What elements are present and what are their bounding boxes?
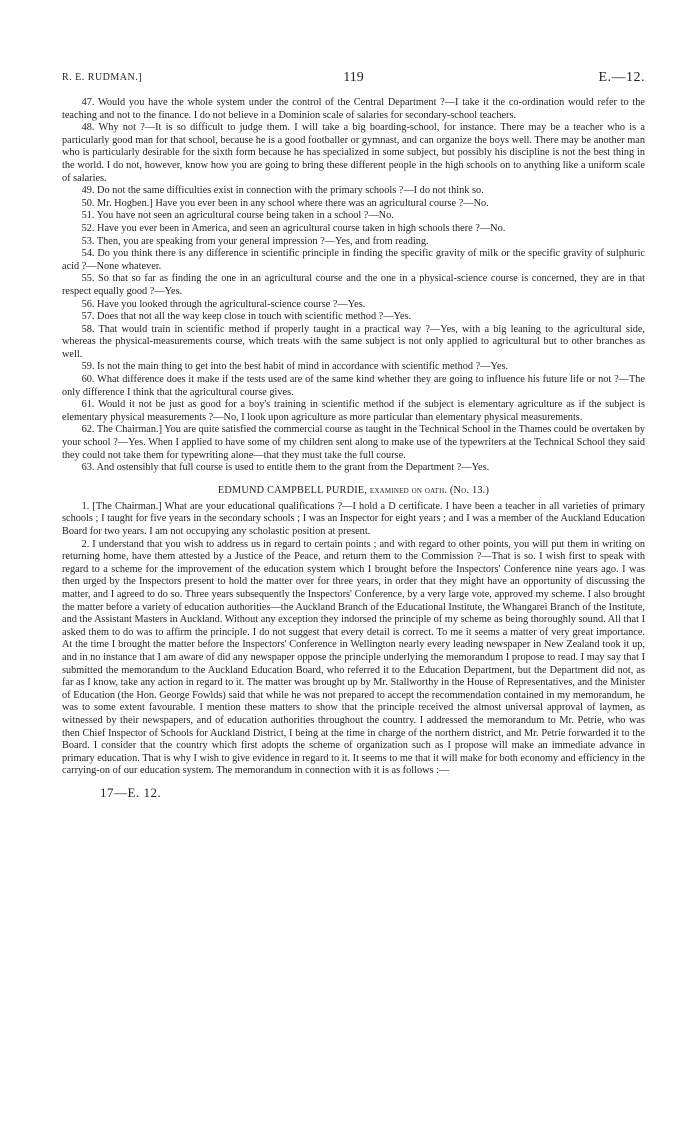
paragraph: 54. Do you think there is any difference in scientific principle in finding the specific gravity of milk or the specific gravity of sulphuric acid ?—None whatever. xyxy=(62,248,645,272)
paragraph: 60. What difference does it make if the tests used are of the same kind whether they are going to influence his future life or not ?—The only difference I think that the agricultural course gives. xyxy=(62,374,645,398)
document-body xyxy=(62,97,645,778)
paragraph: 55. So that so far as finding the one in an agricultural course and the one in a physical-science course is concerned, they are in that respect equally good ?—Yes. xyxy=(62,273,645,297)
paragraph: 51. You have not seen an agricultural course being taken in a school ?—No. xyxy=(81,210,394,222)
section-heading: EDMUND CAMPBELL PURDIE, examined on oath. (No. 13.) xyxy=(217,484,490,496)
paragraph: 48. Why not ?—It is so difficult to judge them. I will take a big boarding-school, for instance. There may be a teacher who is a particularly good man for that school, because he is a good footballer or gymnast, and can organize the boys well. There may be another man who is particularly desirable for the sixth form because he has specialized in some subject, but possibly his discipline is not the best thing in the world. I do not, however, know how you are going to bring these different people in the high schools on to anything like a uniform scale of salaries. xyxy=(62,122,645,184)
testimony-rudman xyxy=(62,97,645,475)
paragraph: 59. Is not the main thing to get into the best habit of mind in accordance with scientific method ?—Yes. xyxy=(81,361,509,373)
paragraph: 63. And ostensibly that full course is used to entitle them to the grant from the Department ?—Yes. xyxy=(81,462,490,474)
paragraph: 2. I understand that you wish to address us in regard to certain points ; and with regard to other points, you will put them in writing on returning home, have them attested by a Justice of the Peace, and return them to the Commission ?—That is so. I wish first to speak with regard to a scheme for the improvement of the education system which I brought before the Inspectors' Conference nine years ago. I was then urged by the Inspectors present to hold the matter over for three years, in order that they might have an opportunity of discussing the matter, and I agreed to do so. Three years subsequently the Inspectors' Conference, by a very large vote, approved my scheme. I also brought the matter before a variety of education authorities—the Auckland Branch of the Educational Institute, the Whangarei Branch of the Institute, and the Assistant Masters in Auckland. Without any exception they indorsed the principle of my scheme as being thoroughly sound. All that I asked them to do was to affirm the principle. I do not suggest that every detail is correct. To me it seems a matter of very great importance. At the time I brought the matter before the Inspectors' Conference in Wellington nearly every leading newspaper in New Zealand took it up, and in no instance that I am aware of did any newspaper oppose the principle underlying the memorandum I propose to read. I may say that I submitted the memorandum to the Auckland Education Board, who referred it to the Education Department, but the Department did not, as far as I know, take any action in regard to it. The matter was brought up by Mr. Stallworthy in the House of Representatives, and the Minister of Education (the Hon. George Fowlds) said that while he was not prepared to accept the recommendation contained in my memorandum, he was to some extent favourable. I mention these matters to show that the principle received the almost universal approval of laymen, as witnessed by their newspapers, and of education authorities throughout the country. I addressed the memorandum to Mr. Petrie, who was then Chief Inspector of Schools for Auckland District, I being at the time in charge of the northern district, and Mr. Petrie forwarded it to the Board. I consider that the country which first adopts the scheme of organization such as I propose will make an immediate advance in primary education. That is why I wish to give evidence in regard to it. It seems to me that it will make for both economy and efficiency in the carrying-on of our education system. The memorandum in connection with it is as follows :— xyxy=(62,538,645,777)
paragraph: 58. That would train in scientific method if properly taught in a practical way ?—Yes, with a big leaning to the agricultural side, whereas the physical-measurements course, which treats with the same subject is not only applied to agricultural but to other branches as well. xyxy=(62,323,645,360)
paragraph: 47. Would you have the whole system under the control of the Central Department ?—I take it the co-ordination would refer to the teaching and not to the finance. I do not believe in a Dominion scale of salaries for secondary-school teachers. xyxy=(62,97,645,121)
paragraph: 53. Then, you are speaking from your general impression ?—Yes, and from reading. xyxy=(81,235,429,247)
document-reference: E.—12. xyxy=(598,70,645,85)
signature-mark: 17—E. 12. xyxy=(100,784,162,800)
page-header xyxy=(62,70,645,92)
paragraph: 62. The Chairman.] You are quite satisfied the commercial course as taught in the Technical School in the Thames could be overtaken by your school ?—Yes. When I applied to have some of my children sent along to make use of the typewriters at the Technical School they said they could not take them for typewriting alone—that they must take the full course. xyxy=(62,424,646,461)
paragraph: 1. [The Chairman.] What are your educational qualifications ?—I hold a D certificate. I have been a teacher in all varieties of primary schools ; I taught for five years in the secondary schools ; I was an Inspector for eight years ; and I was a member of the Auckland Education Board for two years. I am not occupying any scholastic position at present. xyxy=(62,500,645,537)
running-head-author: R. E. RUDMAN.] xyxy=(62,72,143,83)
testimony-purdie xyxy=(62,501,645,778)
page-number: 119 xyxy=(343,70,364,85)
paragraph: 57. Does that not all the way keep close in touch with scientific method ?—Yes. xyxy=(81,311,412,323)
paragraph: 49. Do not the same difficulties exist in connection with the primary schools ?—I do not think so. xyxy=(81,185,484,197)
paragraph: 56. Have you looked through the agricultural-science course ?—Yes. xyxy=(81,298,366,310)
paragraph: 61. Would it not be just as good for a boy's training in scientific method if the subject is elementary agriculture as if the subject is elementary physical measurements ?—No, I look upon agriculture as more particular than elementary physical measurements. xyxy=(62,399,645,423)
paragraph: 50. Mr. Hogben.] Have you ever been in any school where there was an agricultural course ?—No. xyxy=(81,197,489,209)
document-page xyxy=(62,70,645,801)
paragraph: 52. Have you ever been in America, and seen an agricultural course taken in high schools there ?—No. xyxy=(81,222,506,234)
